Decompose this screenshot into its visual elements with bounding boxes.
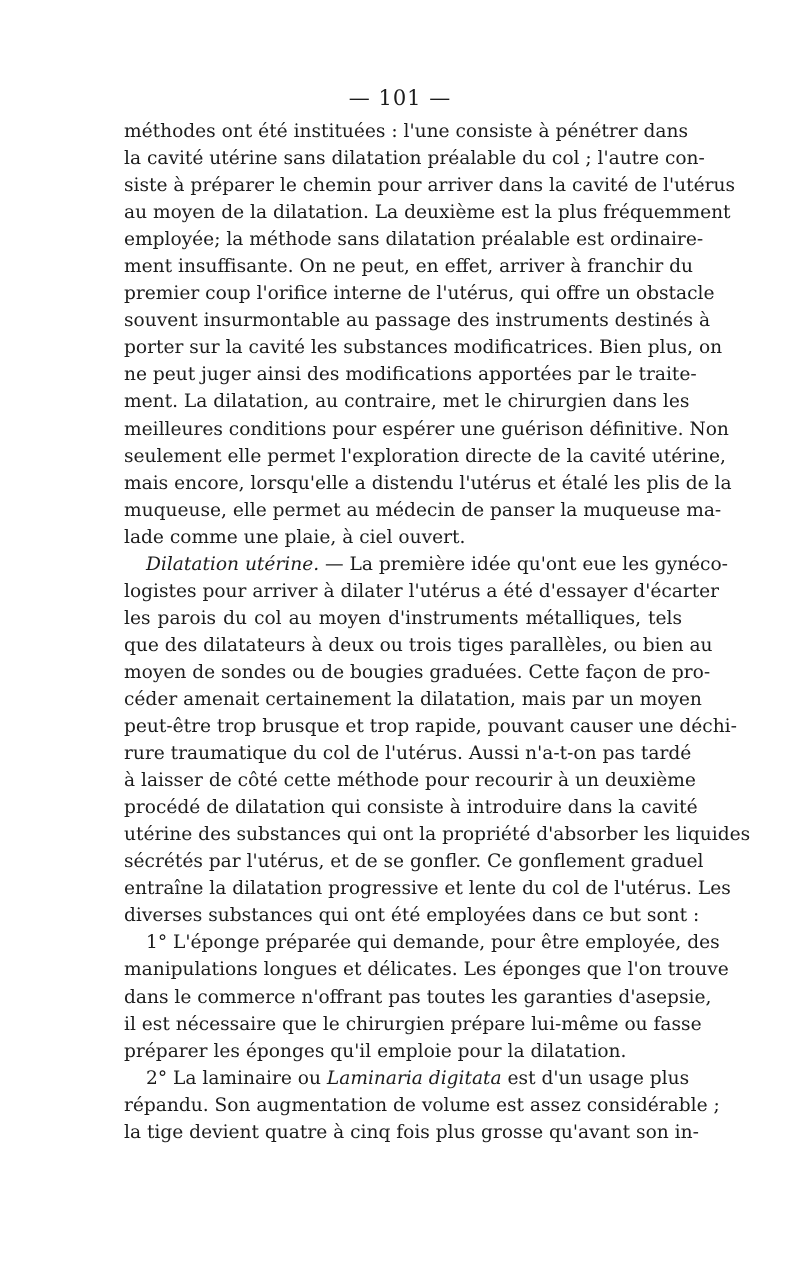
paragraph-method-intro [124, 118, 736, 551]
text-line: sécrétés par l'utérus, et de se gonfler. Ce gonflement graduel [124, 851, 704, 873]
section-heading-dilatation-uterine: Dilatation utérine. [146, 553, 320, 575]
text-line: procédé de dilatation qui consiste à introduire dans la cavité [124, 797, 698, 819]
text-line: rure traumatique du col de l'utérus. Aussi n'a-t-on pas tardé [124, 743, 692, 765]
text-line: ment insuffisante. On ne peut, en effet, arriver à franchir du [124, 256, 694, 278]
text-line: moyen de sondes ou de bougies graduées. Cette façon de pro- [124, 661, 711, 683]
text-line: utérine des substances qui ont la propriété d'absorber les liquides [124, 824, 751, 846]
text-line: manipulations longues et délicates. Les éponges que l'on trouve [124, 959, 729, 981]
text-line: seulement elle permet l'exploration directe de la cavité utérine, [124, 445, 726, 467]
text-line: la cavité utérine sans dilatation préalable du col ; l'autre con- [124, 148, 705, 170]
text-line: logistes pour arriver à dilater l'utérus a été d'essayer d'écarter [124, 580, 720, 602]
paragraph-uterine-dilatation [124, 551, 751, 930]
text-line: les parois du col au moyen d'instruments métalliques, tels [124, 607, 682, 629]
text-line: employée; la méthode sans dilatation préalable est ordinaire- [124, 229, 704, 251]
text-line: diverses substances qui ont été employées dans ce but sont : [124, 905, 700, 927]
text-line: 1° L'éponge préparée qui demande, pour être employée, des [146, 932, 720, 954]
text-line: peut-être trop brusque et trop rapide, pouvant causer une déchi- [124, 716, 737, 738]
text-line: porter sur la cavité les substances modificatrices. Bien plus, on [124, 337, 723, 359]
text-line: répandu. Son augmentation de volume est assez considérable ; [124, 1094, 720, 1116]
text-line: céder amenait certainement la dilatation, mais par un moyen [124, 688, 702, 710]
text-line: il est nécessaire que le chirurgien prépare lui-même ou fasse [124, 1013, 702, 1035]
body-text [124, 118, 751, 1146]
text-line: dans le commerce n'offrant pas toutes les garanties d'asepsie, [124, 986, 712, 1008]
paragraph-prepared-sponge [124, 929, 729, 1064]
text-line: la tige devient quatre à cinq fois plus grosse qu'avant son in- [124, 1121, 699, 1143]
text-line: ne peut juger ainsi des modifications apportées par le traite- [124, 364, 697, 386]
text-line: à laisser de côté cette méthode pour recourir à un deuxième [124, 770, 696, 792]
text-line: lade comme une plaie, à ciel ouvert. [124, 526, 466, 548]
section-heading-continuation: — La première idée qu'ont eue les gynéco- [319, 553, 728, 575]
text-line: au moyen de la dilatation. La deuxième est la plus fréquemment [124, 202, 731, 224]
text-line: entraîne la dilatation progressive et lente du col de l'utérus. Les [124, 878, 731, 900]
text-line: muqueuse, elle permet au médecin de panser la muqueuse ma- [124, 499, 722, 521]
laminaria-latin-name: Laminaria digitata [326, 1067, 502, 1089]
text-line: préparer les éponges qu'il emploie pour la dilatation. [124, 1040, 627, 1062]
text-line-laminaria [124, 1065, 690, 1092]
text-line: premier coup l'orifice interne de l'utérus, qui offre un obstacle [124, 283, 715, 305]
text-line: meilleures conditions pour espérer une guérison définitive. Non [124, 418, 729, 440]
text-line-section-heading [124, 551, 728, 578]
text-line: ment. La dilatation, au contraire, met le chirurgien dans les [124, 391, 690, 413]
page-number: — 101 — [348, 86, 452, 110]
text-line: mais encore, lorsqu'elle a distendu l'utérus et étalé les plis de la [124, 472, 732, 494]
paragraph-laminaria [124, 1065, 720, 1146]
text-line: méthodes ont été instituées : l'une consiste à pénétrer dans [124, 121, 689, 142]
laminaria-text-start: 2° La laminaire ou [146, 1067, 327, 1089]
laminaria-text-end: est d'un usage plus [501, 1067, 690, 1089]
text-line: souvent insurmontable au passage des instruments destinés à [124, 310, 711, 332]
text-line: siste à préparer le chemin pour arriver dans la cavité de l'utérus [124, 175, 736, 197]
text-line: que des dilatateurs à deux ou trois tiges parallèles, ou bien au [124, 634, 713, 656]
